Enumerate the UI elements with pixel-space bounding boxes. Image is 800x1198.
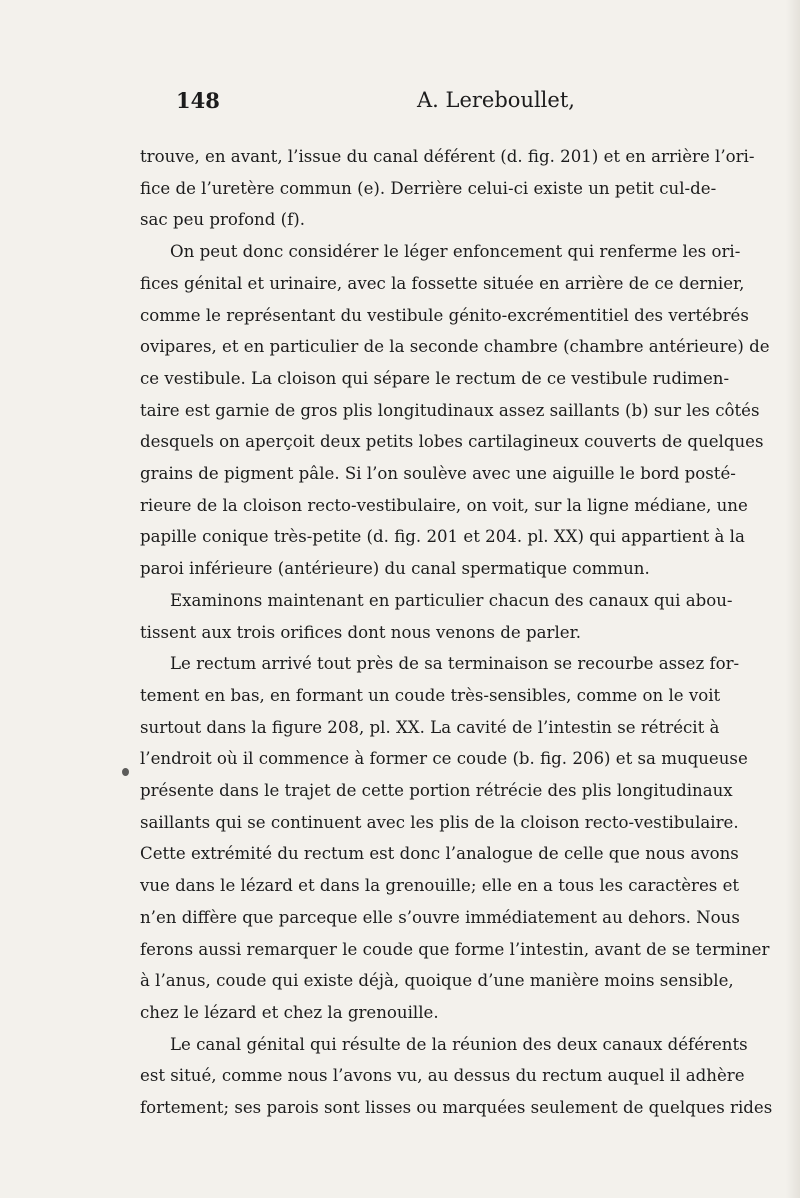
text-line: est situé, comme nous l’avons vu, au dessus du rectum auquel il adhère	[140, 1066, 745, 1086]
text-line: paroi inférieure (antérieure) du canal spermatique commun.	[140, 559, 650, 579]
text-line: ferons aussi remarquer le coude que forme l’intestin, avant de se terminer	[140, 939, 770, 959]
text-line: taire est garnie de gros plis longitudinaux assez saillants (b) sur les côtés	[140, 400, 760, 420]
text-line: Le rectum arrivé tout près de sa terminaison se recourbe assez for-	[170, 654, 740, 674]
running-header	[176, 88, 678, 122]
text-line: fortement; ses parois sont lisses ou marquées seulement de quelques rides	[140, 1098, 773, 1118]
text-line: présente dans le trajet de cette portion rétrécie des plis longitudinaux	[140, 781, 733, 801]
body-text	[140, 141, 773, 1124]
text-line: n’en diffère que parceque elle s’ouvre immédiatement au dehors. Nous	[140, 907, 740, 927]
text-line: tissent aux trois orifices dont nous venons de parler.	[140, 622, 581, 642]
text-line: tement en bas, en formant un coude très-sensibles, comme on le voit	[140, 685, 721, 705]
text-line: comme le représentant du vestibule génito-excrémentitiel des vertébrés	[140, 305, 749, 325]
text-line: l’endroit où il commence à former ce coude (b. fig. 206) et sa muqueuse	[140, 749, 748, 769]
text-line: fice de l’uretère commun (e). Derrière celui-ci existe un petit cul-de-	[140, 178, 717, 198]
text-line: saillants qui se continuent avec les plis de la cloison recto-vestibulaire.	[140, 812, 739, 832]
running-head-author: A. Lereboullet,	[417, 88, 575, 112]
text-line: Le canal génital qui résulte de la réunion des deux canaux déférents	[170, 1034, 748, 1054]
text-line: trouve, en avant, l’issue du canal déférent (d. fig. 201) et en arrière l’ori-	[140, 147, 755, 166]
text-line: rieure de la cloison recto-vestibulaire, on voit, sur la ligne médiane, une	[140, 495, 748, 515]
ink-speck	[122, 768, 129, 776]
text-line: fices génital et urinaire, avec la fossette située en arrière de ce dernier,	[140, 273, 745, 293]
text-line: papille conique très-petite (d. fig. 201 et 204. pl. XX) qui appartient à la	[140, 527, 745, 547]
page-number: 148	[176, 88, 220, 113]
text-line: On peut donc considérer le léger enfoncement qui renferme les ori-	[170, 242, 741, 262]
text-line: à l’anus, coude qui existe déjà, quoique d’une manière moins sensible,	[140, 971, 734, 991]
text-line: desquels on aperçoit deux petits lobes cartilagineux couverts de quelques	[140, 432, 764, 452]
text-line: ce vestibule. La cloison qui sépare le rectum de ce vestibule rudimen-	[140, 368, 730, 388]
text-line: sac peu profond (f).	[140, 210, 306, 230]
text-line: ovipares, et en particulier de la seconde chambre (chambre antérieure) de	[140, 337, 770, 357]
page-edge-shadow	[786, 0, 800, 1198]
text-line: surtout dans la figure 208, pl. XX. La cavité de l’intestin se rétrécit à	[140, 717, 720, 737]
text-line: Cette extrémité du rectum est donc l’analogue de celle que nous avons	[140, 844, 739, 864]
text-line: grains de pigment pâle. Si l’on soulève avec une aiguille le bord posté-	[140, 464, 736, 484]
text-line: chez le lézard et chez la grenouille.	[140, 1002, 439, 1022]
text-line: vue dans le lézard et dans la grenouille; elle en a tous les caractères et	[140, 876, 740, 896]
text-line: Examinons maintenant en particulier chacun des canaux qui abou-	[170, 590, 733, 610]
